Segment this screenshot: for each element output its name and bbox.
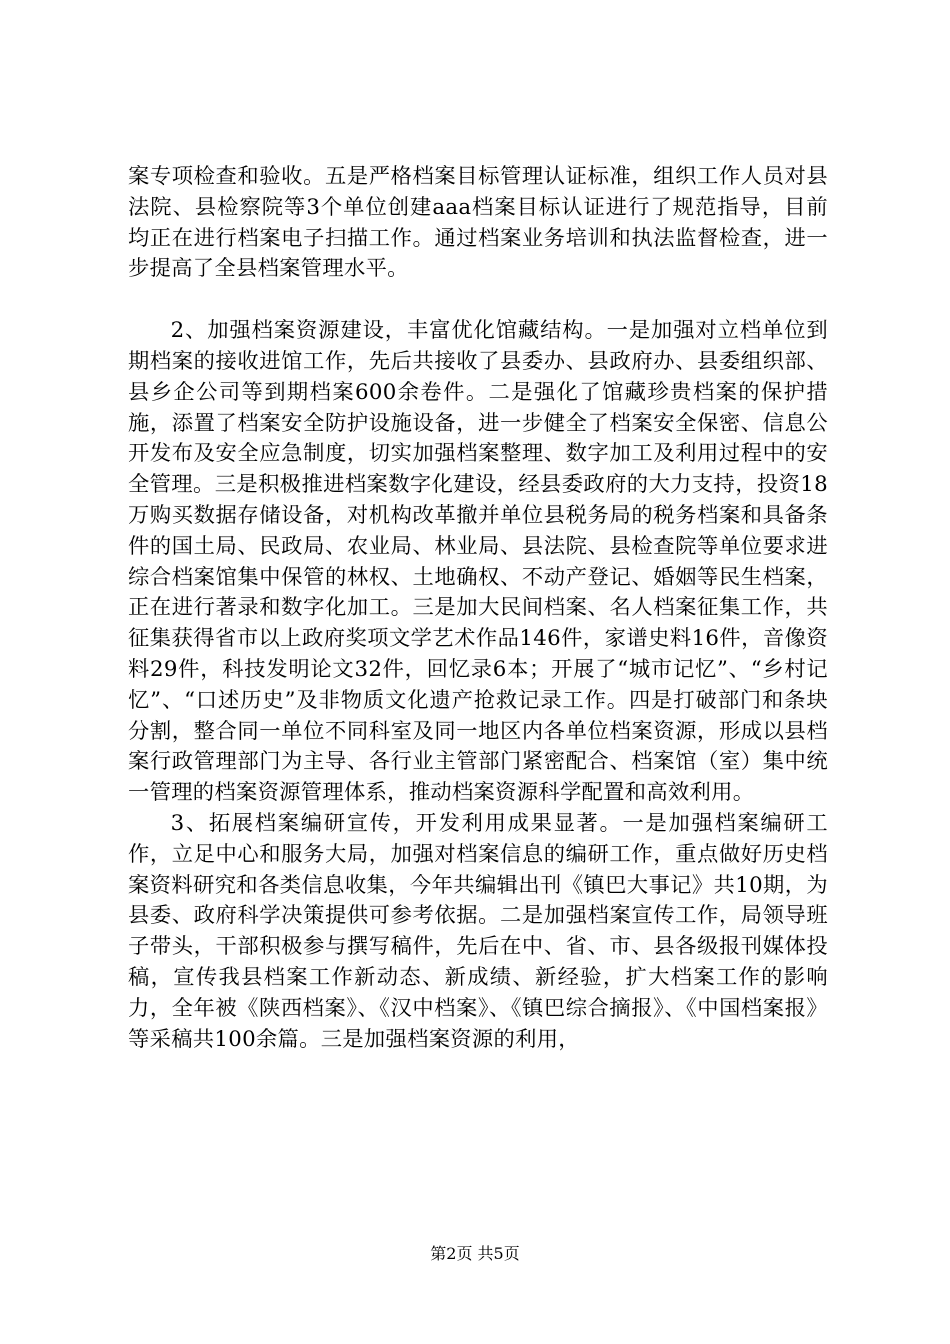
paragraph-continuation: 案专项检查和验收。五是严格档案目标管理认证标准，组织工作人员对县法院、县检察院等3个单位创建aaa档案目标认证进行了规范指导，目前均正在进行档案电子扫描工作。通过档案业务培训和执法监督检查，进一步提高了全县档案管理水平。 bbox=[128, 164, 828, 282]
document-body bbox=[128, 162, 828, 1055]
page-footer: 第2页 共5页 bbox=[430, 1244, 520, 1263]
paragraph-archive-resources: 2、加强档案资源建设，丰富优化馆藏结构。一是加强对立档单位到期档案的接收进馆工作，先后共接收了县委办、县政府办、县委组织部、县乡企公司等到期档案600余卷件。二是强化了馆藏珍贵档案的保护措施，添置了档案安全防护设施设备，进一步健全了档案安全保密、信息公开发布及安全应急制度，切实加强档案整理、数字加工及利用过程中的安全管理。三是积极推进档案数字化建设，经县委政府的大力支持，投资18万购买数据存储设备，对机构改革撤并单位县税务局的税务档案和具备条件的国土局、民政局、农业局、林业局、县法院、县检查院等单位要求进综合档案馆集中保管的林权、土地确权、不动产登记、婚姻等民生档案，正在进行著录和数字化加工。三是加大民间档案、名人档案征集工作，共征集获得省市以上政府奖项文学艺术作品146件，家谱史料16件，音像资料29件，科技发明论文32件，回忆录6本；开展了“城市记忆”、“乡村记忆”、“口述历史”及非物质文化遗产抢救记录工作。四是打破部门和条块分割，整合同一单位不同科室及同一地区内各单位档案资源，形成以县档案行政管理部门为主导、各行业主管部门紧密配合、档案馆（室）集中统一管理的档案资源管理体系，推动档案资源科学配置和高效利用。 bbox=[128, 318, 828, 806]
paragraph-editing-publicity: 3、拓展档案编研宣传，开发利用成果显著。一是加强档案编研工作，立足中心和服务大局，加强对档案信息的编研工作，重点做好历史档案资料研究和各类信息收集，今年共编辑出刊《镇巴大事记》共10期，为县委、政府科学决策提供可参考依据。二是加强档案宣传工作，局领导班子带头，干部积极参与撰写稿件，先后在中、省、市、县各级报刊媒体投稿，宣传我县档案工作新动态、新成绩、新经验，扩大档案工作的影响力，全年被《陕西档案》、《汉中档案》、《镇巴综合摘报》、《中国档案报》等采稿共100余篇。三是加强档案资源的利用， bbox=[128, 810, 828, 1052]
paragraph-gap bbox=[128, 285, 828, 316]
